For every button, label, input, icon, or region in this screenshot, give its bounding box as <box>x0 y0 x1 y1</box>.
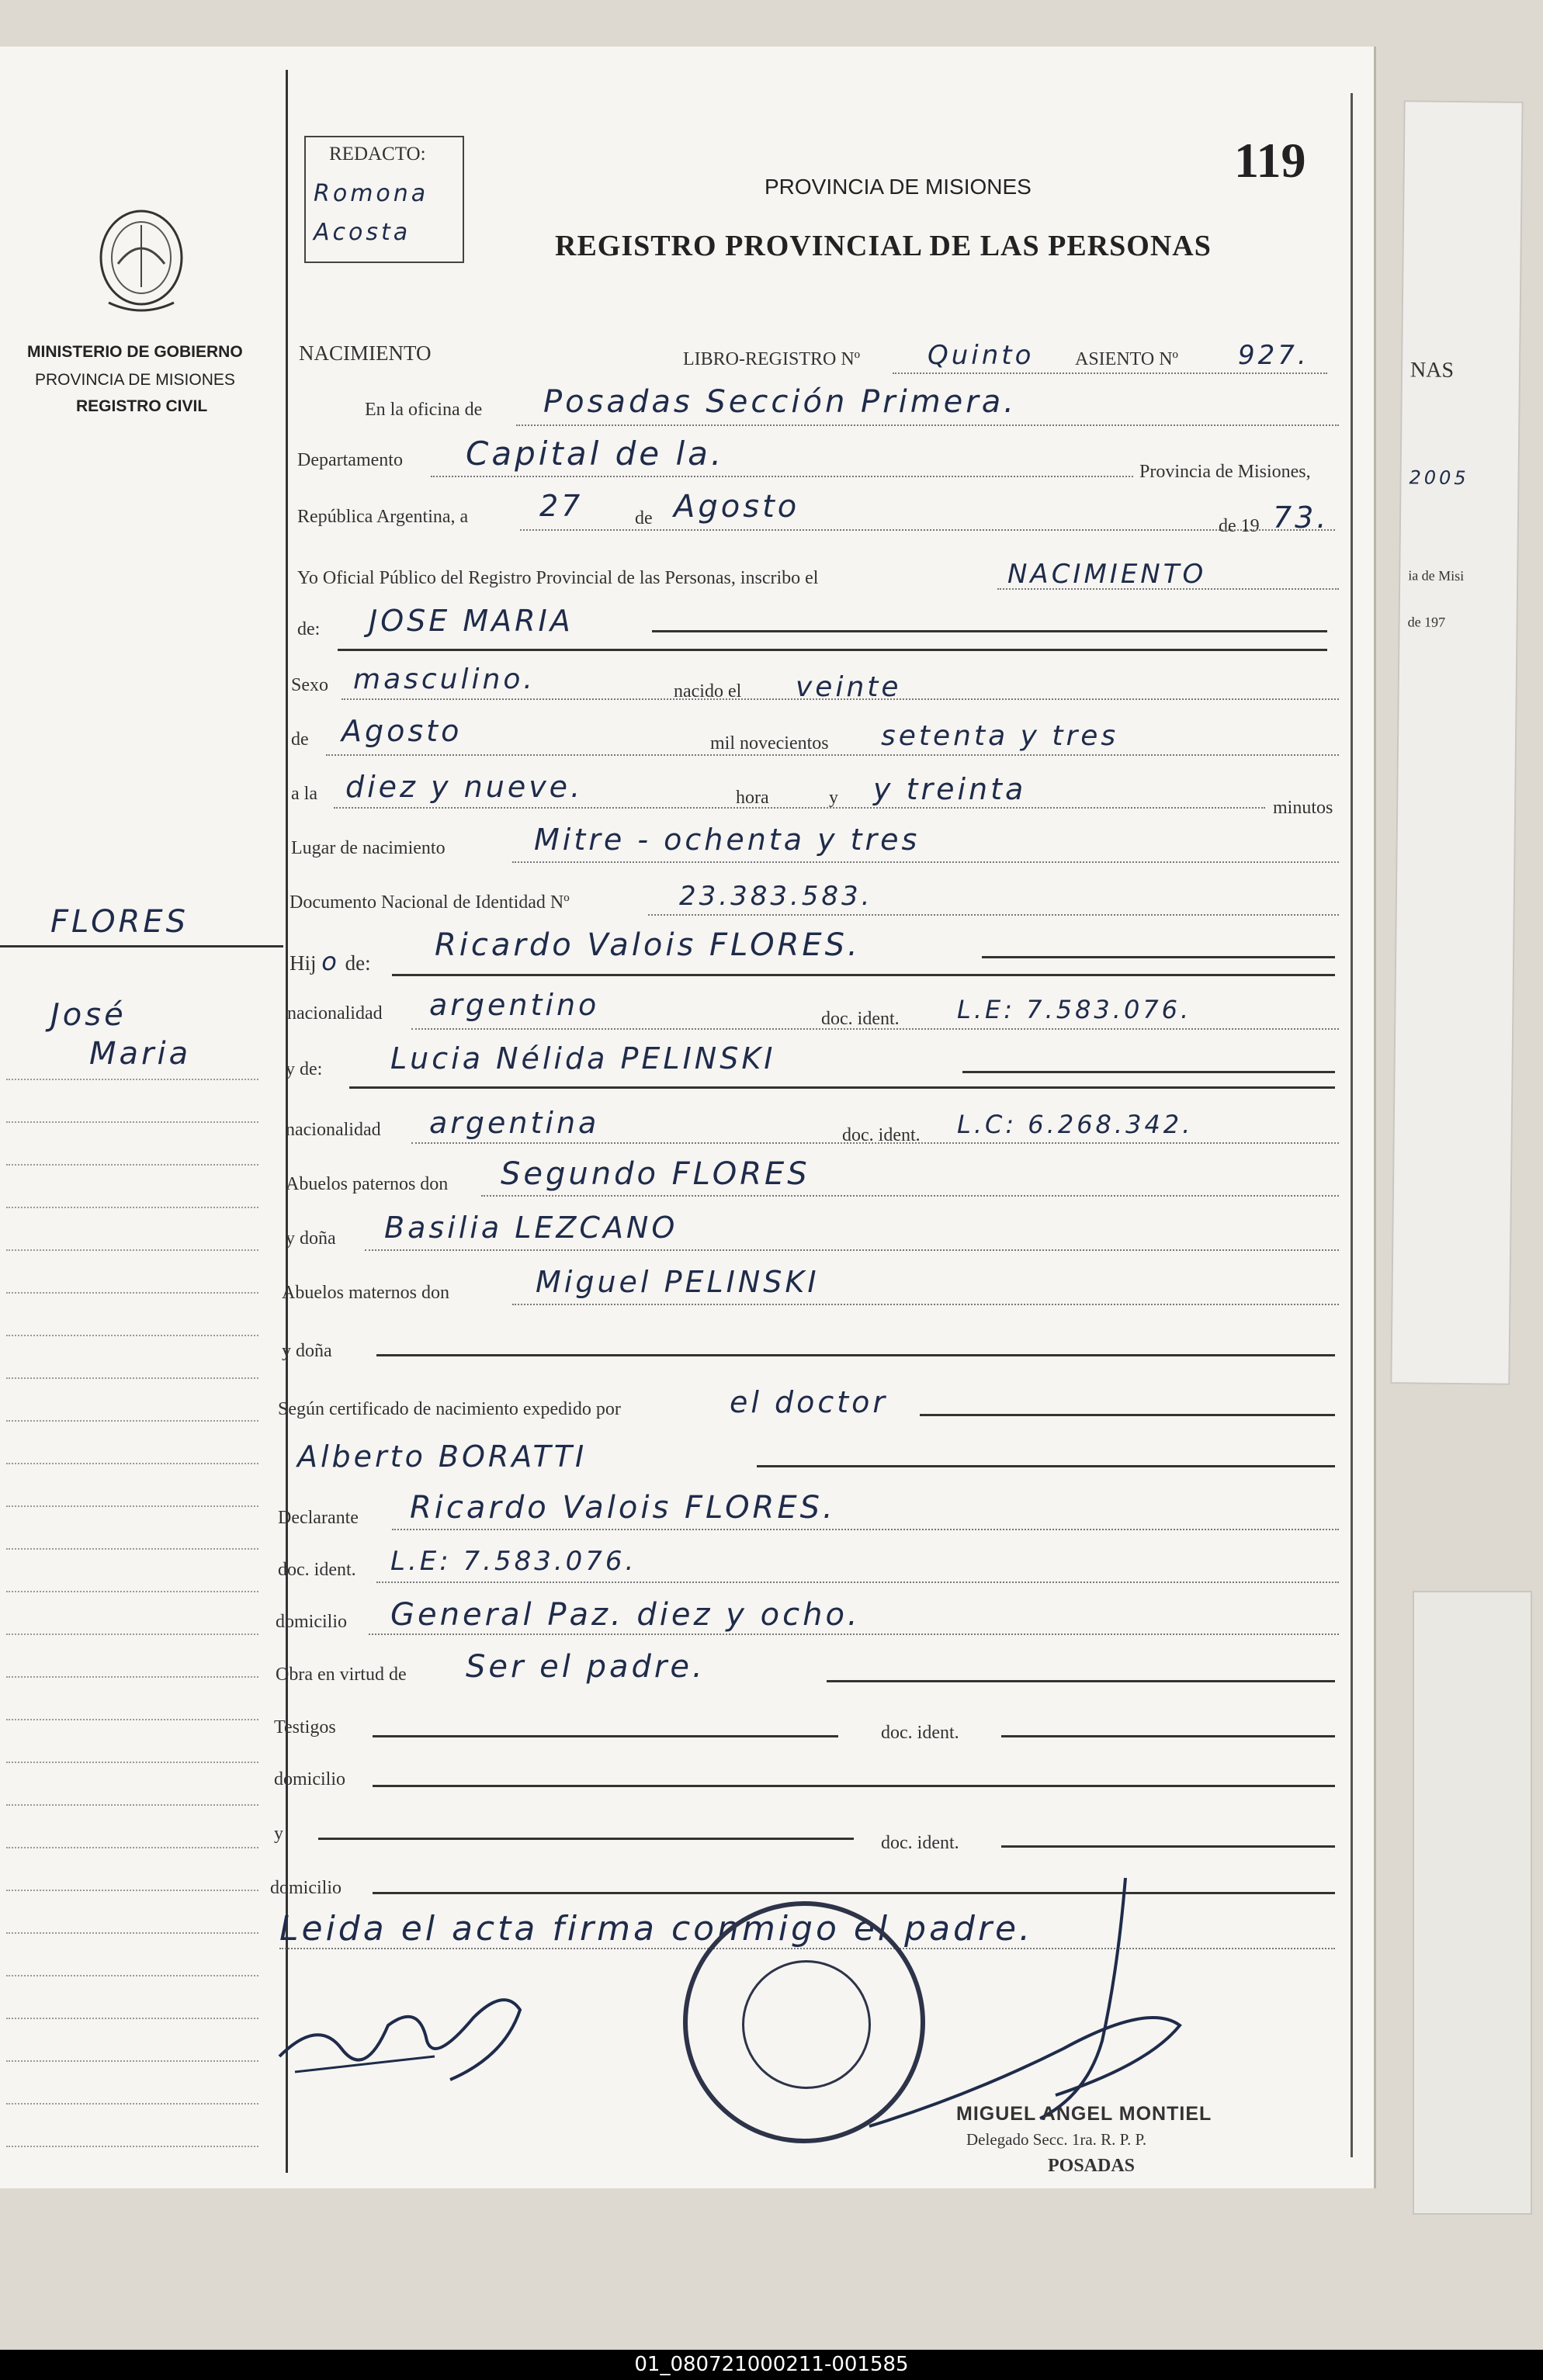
image-id-footer: 01_080721000211-001585 <box>0 2350 1543 2380</box>
hora-value: diez y nueve. <box>345 770 584 804</box>
de-label-3: de <box>291 729 309 750</box>
margin-rule <box>6 1548 258 1550</box>
padre-nac-line <box>411 1028 1339 1030</box>
hora-line <box>334 807 1265 809</box>
margin-rule <box>6 1079 258 1080</box>
margin-rule <box>6 2060 258 2062</box>
testigo1-doc-line <box>1001 1735 1335 1737</box>
sexo-value: masculino. <box>353 663 536 695</box>
mes2-value: Agosto <box>342 714 463 748</box>
hijo-label <box>290 947 371 976</box>
margin-rule <box>6 1591 258 1592</box>
y-label-2: y <box>274 1824 283 1844</box>
domicilio-testigo2-label: domicilio <box>270 1878 342 1898</box>
madre-nac-value: argentina <box>429 1106 600 1140</box>
anio-line <box>326 754 1339 756</box>
nombre-value: JOSE MARIA <box>369 604 574 638</box>
republica-label: República Argentina, a <box>297 507 469 527</box>
domicilio-value: General Paz. diez y ocho. <box>390 1597 861 1633</box>
side-fragment-nas: NAS <box>1410 358 1455 383</box>
mes-value: Agosto <box>674 489 800 525</box>
oficial-line <box>997 588 1339 590</box>
margin-given-name-2: Maria <box>89 1036 192 1072</box>
nacido-value: veinte <box>796 671 902 703</box>
asiento-label: ASIENTO Nº <box>1075 349 1178 369</box>
redacto-box <box>304 136 464 263</box>
hijo-suffix: o <box>321 947 340 976</box>
margin-rule <box>6 2103 258 2105</box>
margin-rule <box>6 1633 258 1635</box>
oficial-value: NACIMIENTO <box>1007 559 1207 590</box>
madre-doc-value: L.C: 6.268.342. <box>957 1110 1194 1139</box>
padre-value: Ricardo Valois FLORES. <box>435 927 861 963</box>
margin-rule <box>6 1463 258 1464</box>
margin-rule <box>6 1420 258 1422</box>
oficial-label: Yo Oficial Público del Registro Provincial de las Personas, inscribo el <box>297 568 819 588</box>
padre-nac-value: argentino <box>429 988 600 1022</box>
margin-given-name-1: José <box>50 997 127 1033</box>
closing-text: Leida el acta firma conmigo el padre. <box>279 1909 1034 1949</box>
anio-value: setenta y tres <box>881 720 1119 752</box>
right-border <box>1351 93 1353 2157</box>
cert-value: el doctor <box>730 1385 889 1419</box>
madre-nac-label: nacionalidad <box>286 1120 381 1140</box>
madre-value: Lucia Nélida PELINSKI <box>390 1041 776 1076</box>
lugar-value: Mitre - ochenta y tres <box>534 823 921 857</box>
ydona-label-2: y doña <box>282 1341 332 1361</box>
abmat-value: Miguel PELINSKI <box>536 1265 820 1299</box>
adjacent-page-strip <box>1390 100 1523 1385</box>
nacido-label: nacido el <box>674 681 742 702</box>
dia-value: 27 <box>539 489 584 523</box>
yde-label: y de: <box>286 1059 323 1079</box>
ministry-label: MINISTERIO DE GOBIERNO <box>27 343 243 361</box>
abpat-line <box>481 1195 1339 1197</box>
declarante-value: Ricardo Valois FLORES. <box>410 1490 836 1526</box>
fecha-line <box>520 529 1335 531</box>
obra-value: Ser el padre. <box>466 1649 706 1685</box>
departamento-value: Capital de la. <box>466 435 725 473</box>
dni-label: Documento Nacional de Identidad Nº <box>290 892 570 913</box>
registry-title: REGISTRO PROVINCIAL DE LAS PERSONAS <box>555 230 1212 262</box>
ydona-label: y doña <box>286 1228 336 1249</box>
abmat-label: Abuelos maternos don <box>282 1283 449 1303</box>
nombre-line <box>652 630 1327 632</box>
official-name: MIGUEL ANGEL MONTIEL <box>956 2103 1212 2125</box>
testigo2-line <box>318 1838 854 1840</box>
side-fragment-ia: ia de Misi <box>1408 567 1465 584</box>
provincia-label: Provincia de Misiones, <box>1139 462 1311 482</box>
margin-rule <box>6 1292 258 1294</box>
madre-nac-line <box>411 1142 1339 1144</box>
oficina-label: En la oficina de <box>365 400 483 420</box>
margin-rule <box>6 1377 258 1379</box>
domicilio-testigo1-line <box>373 1785 1335 1787</box>
de-label-2: de: <box>297 619 321 639</box>
abpat-value: Segundo FLORES <box>501 1156 810 1192</box>
sexo-label: Sexo <box>291 675 328 695</box>
record-type-label: NACIMIENTO <box>299 341 432 365</box>
redacto-name-1: Romona <box>314 180 429 207</box>
de-year-label: de 19 <box>1219 516 1260 536</box>
cert-value-2: Alberto BORATTI <box>297 1439 588 1474</box>
margin-rule <box>6 1975 258 1976</box>
province-heading: PROVINCIA DE MISIONES <box>765 175 1032 199</box>
testigos-label: Testigos <box>274 1717 336 1737</box>
cert-label: Según certificado de nacimiento expedido por <box>278 1399 621 1419</box>
testigo1-doc-label: doc. ident. <box>881 1723 959 1743</box>
margin-rule <box>6 1719 258 1720</box>
margin-rule <box>6 1762 258 1763</box>
coat-of-arms-icon <box>93 202 190 318</box>
libro-label: LIBRO-REGISTRO Nº <box>683 349 861 369</box>
padre-line-2 <box>392 974 1335 976</box>
padre-nac-label: nacionalidad <box>287 1003 383 1024</box>
madre-line-2 <box>349 1086 1335 1089</box>
official-city: POSADAS <box>1048 2156 1136 2176</box>
ministry-province-label: PROVINCIA DE MISIONES <box>35 371 235 389</box>
oficina-value: Posadas Sección Primera. <box>543 384 1017 420</box>
lugar-label: Lugar de nacimiento <box>291 838 446 858</box>
obra-line <box>827 1680 1335 1682</box>
margin-surname: FLORES <box>50 904 189 940</box>
cert-line <box>920 1414 1335 1416</box>
official-title: Delegado Secc. 1ra. R. P. P. <box>966 2130 1147 2149</box>
registry-page <box>0 47 1376 2188</box>
margin-column <box>0 47 283 2188</box>
margin-rule <box>6 1207 258 1208</box>
margin-rule <box>6 1847 258 1848</box>
side-fragment-num: 2005 <box>1409 466 1469 490</box>
margin-rule <box>6 1505 258 1507</box>
nombre-line-2 <box>338 649 1327 651</box>
testigos-line <box>373 1735 838 1737</box>
abmat-line <box>512 1304 1339 1305</box>
page-number: 119 <box>1234 133 1306 188</box>
ydona-line-2 <box>376 1354 1335 1356</box>
padre-doc-label: doc. ident. <box>821 1009 900 1029</box>
margin-rule <box>6 2146 258 2147</box>
margin-divider <box>0 945 283 947</box>
domicilio-testigo1-label: domicilio <box>274 1769 345 1789</box>
domicilio-line <box>369 1633 1339 1635</box>
seal-center <box>742 1960 871 2089</box>
declarante-line <box>392 1529 1339 1530</box>
abpat-label: Abuelos paternos don <box>286 1174 449 1194</box>
margin-rule <box>6 2018 258 2019</box>
de-label: de <box>635 508 653 528</box>
abpat2-line <box>365 1249 1339 1251</box>
departamento-label: Departamento <box>297 450 403 470</box>
testigo2-doc-label: doc. ident. <box>881 1833 959 1853</box>
lugar-line <box>512 861 1339 863</box>
redacto-label: REDACTO: <box>329 144 426 165</box>
minutos-value: y treinta <box>873 772 1027 806</box>
abpat2-value: Basilia LEZCANO <box>384 1211 678 1245</box>
madre-doc-label: doc. ident. <box>842 1125 921 1145</box>
margin-rule <box>6 1932 258 1934</box>
margin-rule <box>6 1164 258 1166</box>
redacto-name-2: Acosta <box>314 219 411 246</box>
departamento-line <box>431 476 1133 477</box>
year-value: 73. <box>1273 501 1330 535</box>
asiento-value: 927. <box>1238 340 1309 371</box>
decl-doc-line <box>376 1581 1339 1583</box>
padre-doc-value: L.E: 7.583.076. <box>957 995 1192 1024</box>
hijo-de: de: <box>345 951 371 975</box>
dni-line <box>648 914 1339 916</box>
mil-label: mil novecientos <box>710 733 829 753</box>
declarante-label: Declarante <box>278 1508 359 1528</box>
padre-line <box>982 956 1335 958</box>
sexo-line <box>342 698 1339 700</box>
adjacent-page-strip-lower <box>1413 1591 1532 2215</box>
libro-value: Quinto <box>928 340 1035 371</box>
testigo2-doc-line <box>1001 1845 1335 1848</box>
margin-rule <box>6 1121 258 1123</box>
margin-rule <box>6 1890 258 1891</box>
cert-line-2 <box>757 1465 1335 1467</box>
civil-registry-label: REGISTRO CIVIL <box>76 397 208 415</box>
signature-left <box>272 1971 536 2095</box>
minutos-label: minutos <box>1273 798 1333 818</box>
dni-value: 23.383.583. <box>679 881 873 912</box>
margin-rule <box>6 1249 258 1251</box>
decl-doc-value: L.E: 7.583.076. <box>390 1546 637 1577</box>
margin-rule <box>6 1335 258 1336</box>
oficina-line <box>516 424 1339 426</box>
madre-line <box>962 1071 1335 1073</box>
decl-doc-label: doc. ident. <box>278 1560 356 1580</box>
domicilio-label: domicilio <box>276 1612 347 1632</box>
obra-label: Obra en virtud de <box>276 1665 407 1685</box>
hora-label: hora <box>736 788 769 808</box>
side-fragment-de: de 197 <box>1407 614 1446 630</box>
margin-rule <box>6 1676 258 1678</box>
y-label: y <box>829 788 838 808</box>
libro-line <box>893 372 1327 374</box>
ala-label: a la <box>291 784 317 804</box>
hijo-prefix: Hij <box>290 951 317 975</box>
margin-rule <box>6 1804 258 1806</box>
